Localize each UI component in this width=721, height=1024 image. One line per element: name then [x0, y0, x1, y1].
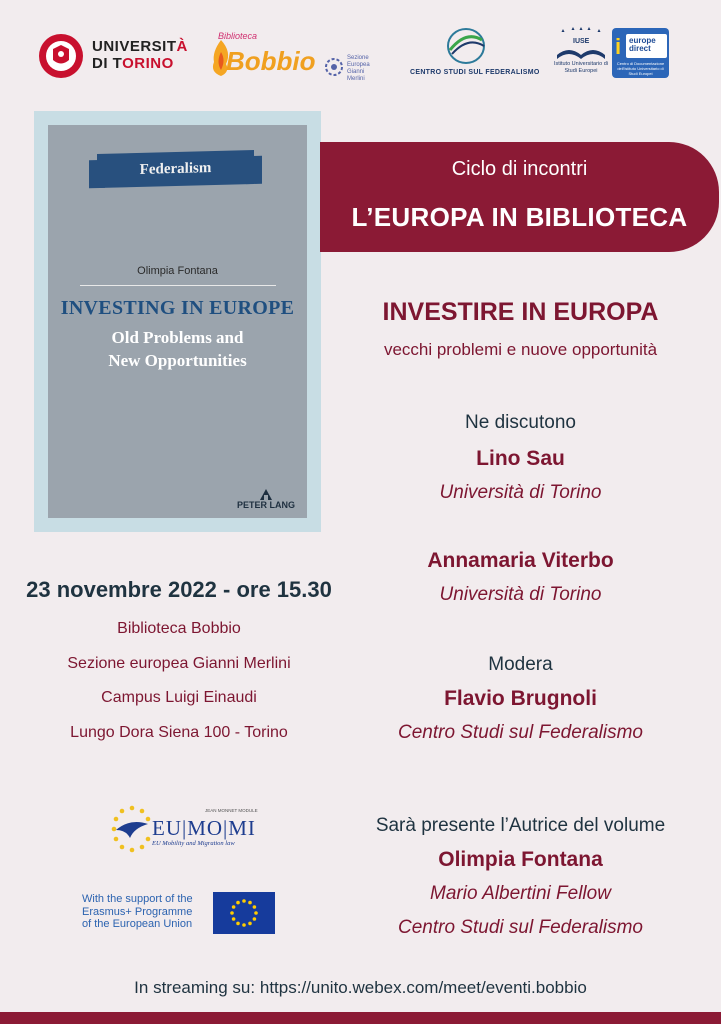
- speaker-name: Lino Sau: [476, 447, 565, 470]
- discussants-label: Ne discutono: [465, 412, 576, 433]
- author-label: Sarà presente l’Autrice del volume: [375, 815, 666, 836]
- europe-direct-logo: [612, 28, 669, 78]
- eumomi-subtitle: EU Mobility and Migration law: [152, 840, 235, 847]
- europe-direct-label: europe direct: [626, 34, 667, 58]
- bobbio-logo-small: Biblioteca: [218, 31, 258, 41]
- book-subtitle: Old Problems and New Opportunities: [108, 328, 247, 370]
- event-title: INVESTIRE IN EUROPA: [382, 298, 659, 326]
- moderator-name: Flavio Brugnoli: [444, 687, 597, 710]
- book-series-banner: Federalism: [97, 150, 254, 188]
- unito-logo-text: UNIVERSITÀ DI TORINO: [92, 38, 188, 72]
- erasmus-support-text: With the support of the Erasmus+ Programme of the European Union: [82, 893, 193, 930]
- eumomi-logo: EU|MO|MI: [152, 816, 256, 840]
- footer-bar: [0, 1012, 721, 1024]
- speaker-affiliation: Università di Torino: [439, 584, 602, 605]
- venue-line: Campus Luigi Einaudi: [101, 689, 257, 706]
- venue-line: Sezione europea Gianni Merlini: [67, 655, 291, 672]
- sezione-europea-icon: [324, 57, 344, 82]
- streaming-label: In streaming su:: [134, 978, 256, 997]
- unito-seal: [38, 33, 84, 84]
- book-author: Olimpia Fontana: [137, 265, 218, 277]
- author-name: Olimpia Fontana: [438, 848, 603, 871]
- book-title: INVESTING IN EUROPE: [60, 297, 295, 319]
- series-title: L’EUROPA IN BIBLIOTECA: [351, 202, 688, 232]
- author-role: Mario Albertini Fellow: [430, 883, 611, 904]
- book-publisher: PETER LANG: [236, 500, 295, 510]
- csf-logo-text: CENTRO STUDI SUL FEDERALISMO: [410, 69, 540, 76]
- csf-globe-icon: [444, 26, 488, 71]
- europe-direct-i-icon: i: [615, 34, 622, 59]
- sezione-europea-logo: Sezione Europea Gianni Merlini: [347, 55, 370, 82]
- streaming-info: [0, 978, 721, 998]
- moderator-affiliation: Centro Studi sul Federalismo: [398, 722, 643, 743]
- venue-line: Biblioteca Bobbio: [117, 620, 241, 637]
- author-affiliation: Centro Studi sul Federalismo: [398, 917, 643, 938]
- venue-line: Lungo Dora Siena 100 - Torino: [70, 724, 288, 741]
- eumomi-stars-icon: [110, 804, 154, 859]
- book-divider: [80, 285, 276, 286]
- moderator-label: Modera: [488, 654, 553, 675]
- event-subtitle: vecchi problemi e nuove opportunità: [383, 340, 658, 359]
- eumomi-topline: JEAN MONNET MODULE: [205, 808, 258, 813]
- event-datetime: 23 novembre 2022 - ore 15.30: [26, 577, 332, 602]
- iuse-logo-text: Istituto Universitario di Studi Europei: [553, 61, 609, 74]
- speaker-affiliation: Università di Torino: [439, 482, 602, 503]
- series-subtitle: Ciclo di incontri: [451, 158, 588, 180]
- eu-flag-icon: [213, 892, 275, 934]
- europe-direct-foot: Centro di Documentazione dell'Istituto Universitario di Studi Europei: [616, 61, 665, 76]
- bobbio-logo: Bobbio: [226, 46, 316, 76]
- speaker-name: Annamaria Viterbo: [427, 549, 614, 572]
- unito-seal-icon: [38, 33, 84, 79]
- iuse-acronym: IUSE: [573, 38, 590, 45]
- streaming-link[interactable]: https://unito.webex.com/meet/eventi.bobbio: [259, 978, 587, 997]
